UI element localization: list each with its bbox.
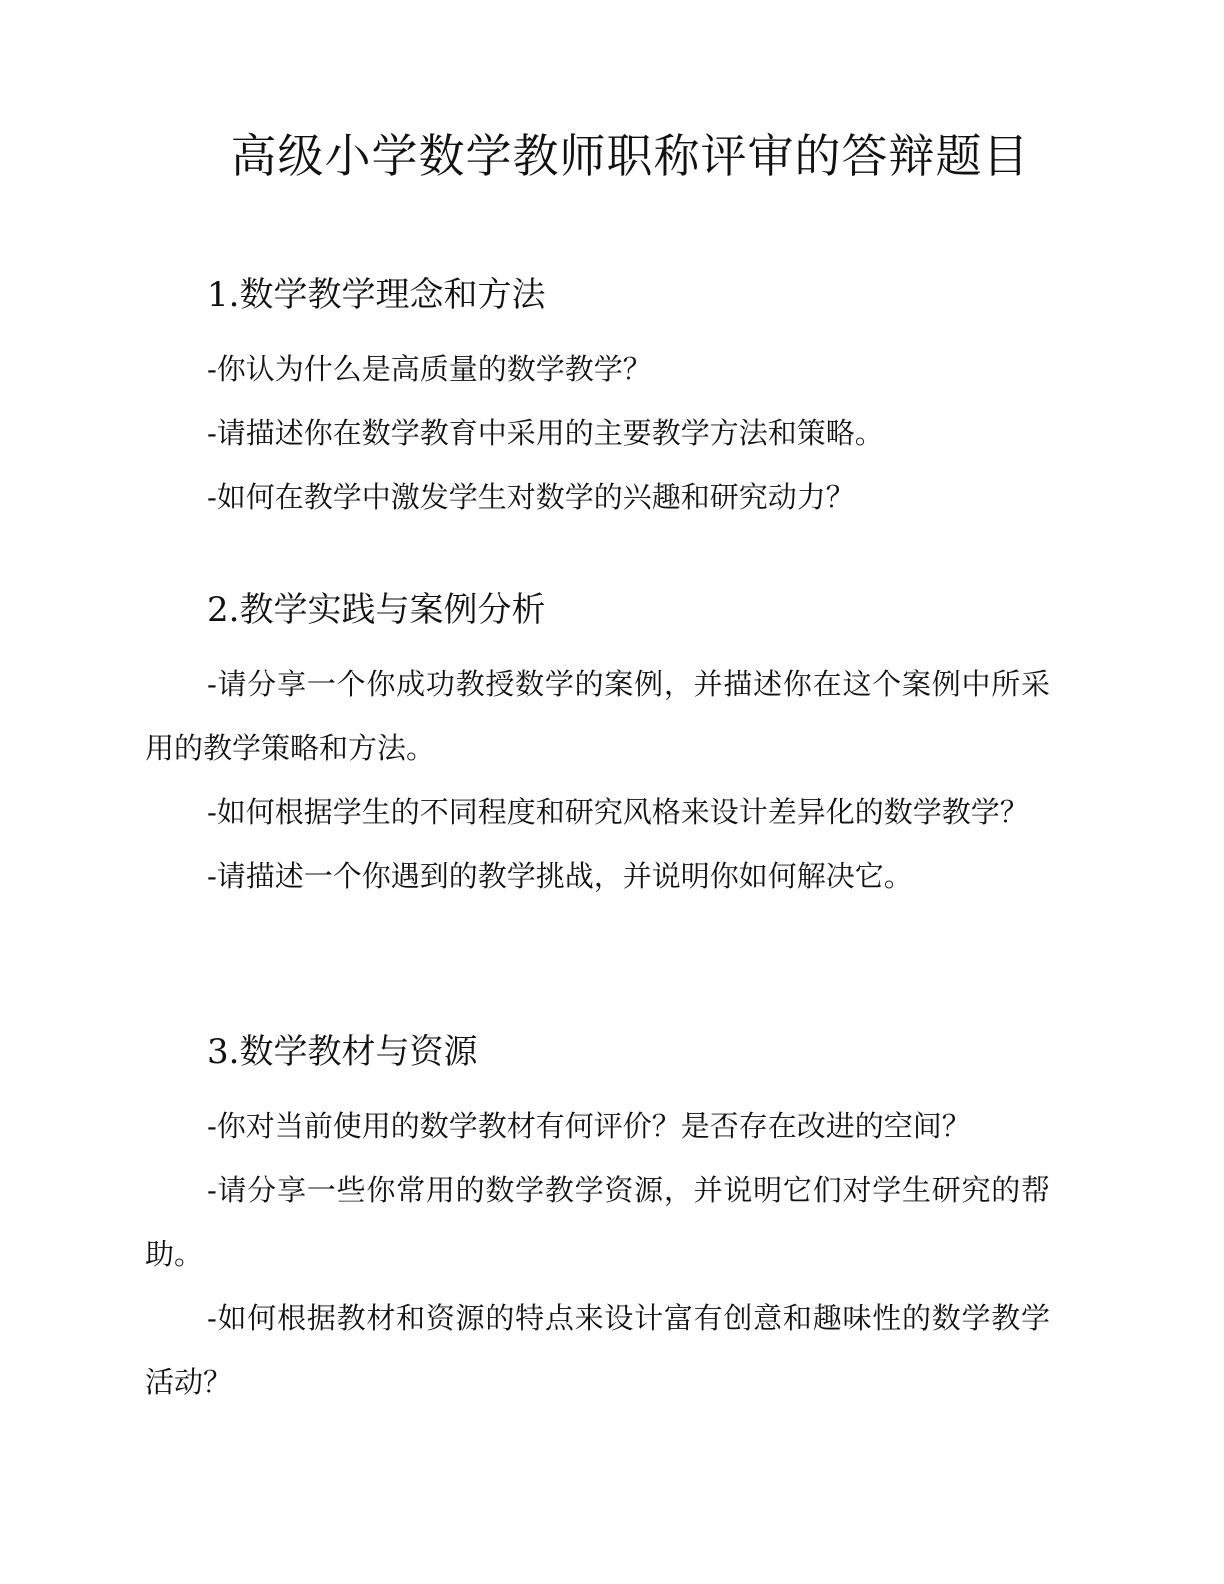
question-item: -请分享一些你常用的数学教学资源，并说明它们对学生研究的帮助。 xyxy=(145,1173,1050,1271)
question-item: -请描述一个你遇到的教学挑战，并说明你如何解决它。 xyxy=(207,859,913,893)
section-teaching-philosophy xyxy=(145,271,1050,529)
question-item: -请描述你在数学教育中采用的主要教学方法和策略。 xyxy=(207,416,884,450)
section-heading: 1.数学教学理念和方法 xyxy=(207,275,546,315)
section-materials-resources xyxy=(145,1028,1050,1414)
question-item: -如何在教学中激发学生对数学的兴趣和研究动力？ xyxy=(207,480,855,514)
question-list xyxy=(145,652,1050,908)
question-item: -如何根据教材和资源的特点来设计富有创意和趣味性的数学教学活动？ xyxy=(145,1301,1050,1399)
question-item: -你对当前使用的数学教材有何评价？是否存在改进的空间？ xyxy=(207,1109,971,1143)
section-heading: 2.教学实践与案例分析 xyxy=(207,590,546,630)
question-list xyxy=(145,337,1050,529)
question-item: -请分享一个你成功教授数学的案例，并描述你在这个案例中所采用的教学策略和方法。 xyxy=(145,667,1050,765)
question-item: -如何根据学生的不同程度和研究风格来设计差异化的数学教学？ xyxy=(207,795,1029,829)
section-heading: 3.数学教材与资源 xyxy=(207,1032,478,1072)
question-list xyxy=(145,1094,1050,1414)
section-practice-cases xyxy=(145,586,1050,908)
question-item: -你认为什么是高质量的数学教学？ xyxy=(207,352,652,386)
document-title: 高级小学数学教师职称评审的答辩题目 xyxy=(230,129,1030,183)
